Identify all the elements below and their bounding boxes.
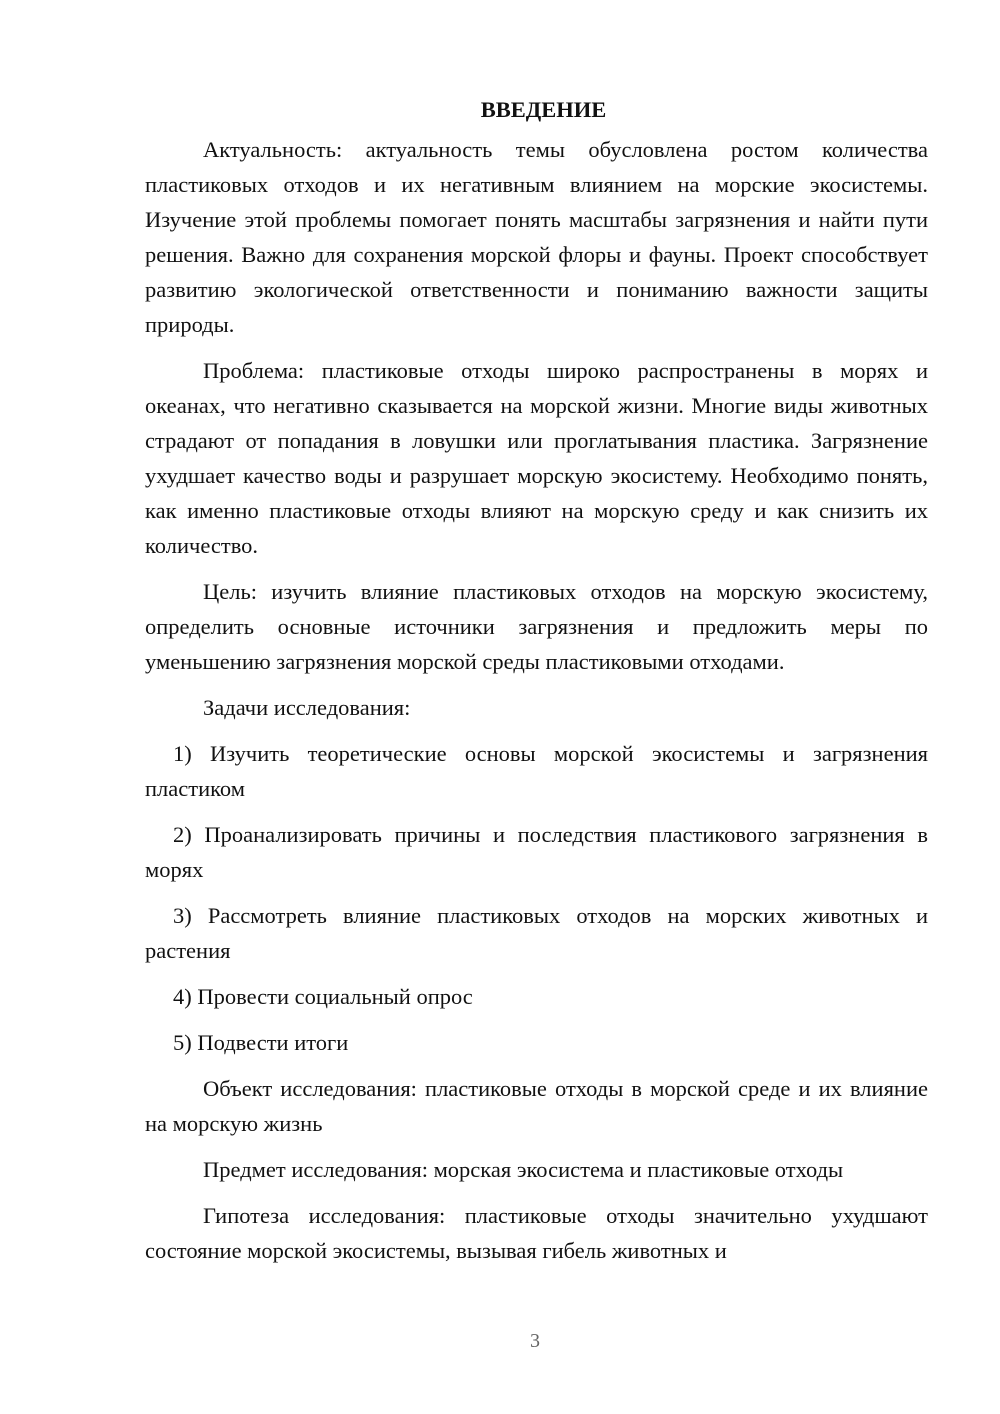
tasks-title: Задачи исследования:	[203, 695, 411, 720]
paragraph-hypothesis: Гипотеза исследования: пластиковые отходы значительно ухудшают состояние морской экосистемы, вызывая гибель животных и	[145, 1203, 928, 1263]
paragraph-goal: Цель: изучить влияние пластиковых отходов на морскую экосистему, определить основные источники загрязнения и предложить меры по уменьшению загрязнения морской среды пластиковыми отходами.	[145, 579, 928, 674]
paragraph-subject: Предмет исследования: морская экосистема и пластиковые отходы	[203, 1157, 844, 1182]
paragraph-problem: Проблема: пластиковые отходы широко распространены в морях и океанах, что негативно сказывается на морской жизни. Многие виды животных страдают от попадания в ловушки или проглатывания пластика. Загрязнение ухудшает качество воды и разрушает морскую экосистему. Необходимо понять, как именно пластиковые отходы влияют на морскую среду и как снизить их количество.	[145, 358, 928, 558]
paragraph-relevance: Актуальность: актуальность темы обусловлена ростом количества пластиковых отходов и их негативным влиянием на морские экосистемы. Изучение этой проблемы помогает понять масштабы загрязнения и найти пути решения. Важно для сохранения морской флоры и фауны. Проект способствует развитию экологической ответственности и пониманию важности защиты природы.	[145, 137, 928, 337]
paragraph-object: Объект исследования: пластиковые отходы в морской среде и их влияние на морскую жизнь	[145, 1076, 928, 1136]
list-item: 4) Провести социальный опрос	[173, 984, 473, 1009]
page-number: 3	[530, 1330, 540, 1352]
list-item: 2) Проанализировать причины и последствия пластикового загрязнения в морях	[145, 822, 928, 882]
document-page	[145, 92, 928, 1268]
list-item: 5) Подвести итоги	[173, 1030, 349, 1055]
list-item: 1) Изучить теоретические основы морской экосистемы и загрязнения пластиком	[145, 741, 928, 801]
section-heading: ВВЕДЕНИЕ	[480, 97, 607, 122]
list-item: 3) Рассмотреть влияние пластиковых отходов на морских животных и растения	[145, 903, 928, 963]
